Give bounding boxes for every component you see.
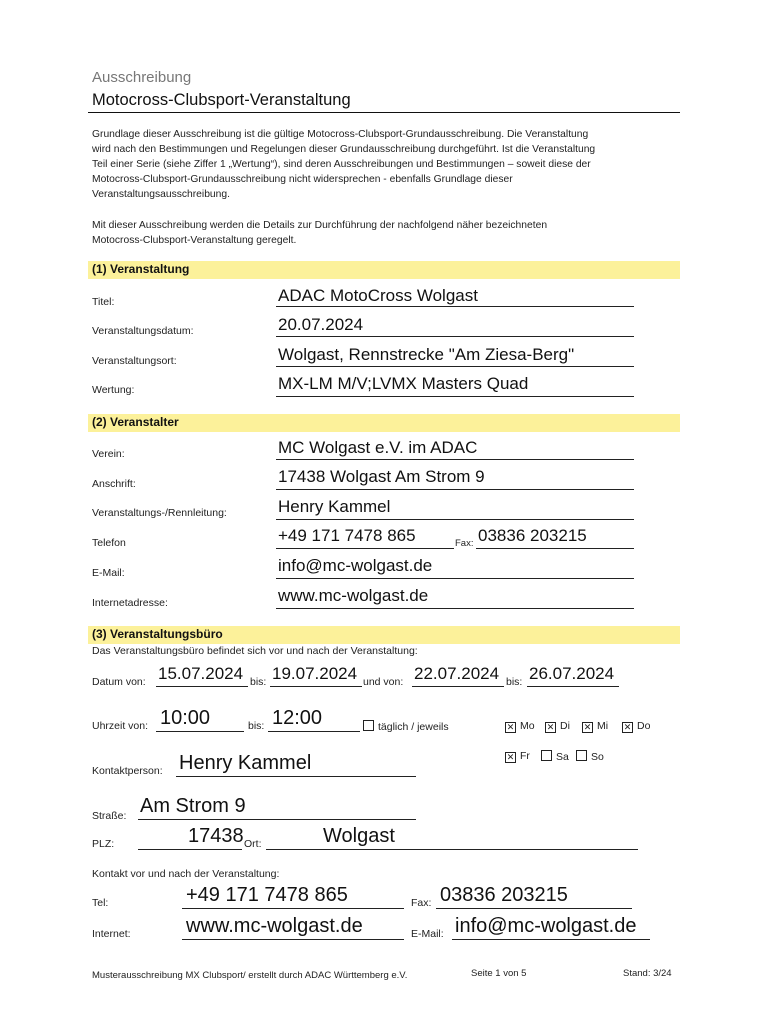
- anschrift-field[interactable]: 17438 Wolgast Am Strom 9: [278, 467, 485, 486]
- anschrift-underline: [276, 489, 634, 490]
- bis1-field[interactable]: 19.07.2024: [272, 664, 358, 683]
- section-2-heading-band: [88, 414, 680, 432]
- bis2-label: bis:: [506, 676, 523, 688]
- check-icon[interactable]: ✕: [506, 752, 515, 762]
- kontakt-heading: Kontakt vor und nach der Veranstaltung:: [92, 868, 280, 880]
- buero-intro: Das Veranstaltungsbüro befindet sich vor und nach der Veranstaltung:: [92, 645, 418, 657]
- verein-label: Verein:: [92, 448, 125, 460]
- intro-paragraph-2: Mit dieser Ausschreibung werden die Details zur Durchführung der nachfolgend näher bezeichneten Motocross-Clubsport-Veranstaltung geregelt.: [92, 220, 548, 246]
- day-sa[interactable]: Sa: [541, 750, 569, 763]
- taeglich-checkbox[interactable]: [363, 720, 374, 731]
- uhrzeit-von-underline: [156, 731, 244, 732]
- bis1-label: bis:: [250, 676, 267, 688]
- datum-underline: [276, 336, 634, 337]
- wertung-underline: [276, 396, 634, 397]
- leitung-label: Veranstaltungs-/Rennleitung:: [92, 507, 227, 519]
- internet-label: Internetadresse:: [92, 597, 168, 609]
- kontaktperson-label: Kontaktperson:: [92, 765, 163, 777]
- check-icon[interactable]: ✕: [546, 722, 555, 732]
- fax3-label: Fax:: [411, 897, 432, 909]
- strasse-label: Straße:: [92, 810, 127, 822]
- title-rule: [88, 112, 680, 113]
- email3-underline: [452, 939, 650, 940]
- wertung-label: Wertung:: [92, 384, 135, 396]
- bis1-underline: [270, 686, 362, 687]
- document-kicker: Ausschreibung: [92, 69, 192, 86]
- internet3-field[interactable]: www.mc-wolgast.de: [186, 915, 363, 937]
- plz-label: PLZ:: [92, 838, 115, 850]
- section-3-heading: (3) Veranstaltungsbüro: [92, 627, 223, 641]
- kontaktperson-field[interactable]: Henry Kammel: [179, 752, 312, 774]
- check-icon[interactable]: ✕: [583, 722, 592, 732]
- uhrzeit-bis-label: bis:: [248, 720, 265, 732]
- datum-von-field[interactable]: 15.07.2024: [158, 664, 244, 683]
- kontaktperson-underline: [176, 776, 416, 777]
- so-checkbox[interactable]: [576, 750, 587, 761]
- taeglich-option[interactable]: täglich / jeweils: [363, 720, 449, 733]
- uhrzeit-von-field[interactable]: 10:00: [160, 707, 211, 729]
- section-1-heading-band: [88, 261, 680, 279]
- day-so[interactable]: So: [576, 750, 604, 763]
- fax-label: Fax:: [455, 538, 474, 549]
- internet3-underline: [182, 939, 404, 940]
- uhrzeit-bis-field[interactable]: 12:00: [272, 707, 323, 729]
- ort3-label: Ort:: [244, 838, 262, 850]
- document-title: Motocross-Clubsport-Veranstaltung: [92, 91, 351, 109]
- sa-checkbox[interactable]: [541, 750, 552, 761]
- email-underline: [276, 578, 634, 579]
- titel-field[interactable]: ADAC MotoCross Wolgast: [278, 286, 478, 305]
- internet-underline: [276, 608, 634, 609]
- email3-field[interactable]: info@mc-wolgast.de: [455, 915, 637, 937]
- footer-left: Musterausschreibung MX Clubsport/ erstellt durch ADAC Württemberg e.V.: [92, 970, 408, 981]
- telefon-field[interactable]: +49 171 7478 865: [278, 526, 416, 545]
- uhrzeit-bis-underline: [268, 731, 360, 732]
- section-2-heading: (2) Veranstalter: [92, 415, 179, 429]
- datum-field[interactable]: 20.07.2024: [278, 315, 364, 334]
- strasse-field[interactable]: Am Strom 9: [140, 795, 246, 817]
- telefon-underline: [276, 548, 454, 549]
- ort3-field[interactable]: Wolgast: [323, 825, 395, 847]
- plz-underline: [138, 849, 242, 850]
- ort-underline: [276, 366, 634, 367]
- intro-paragraph-1: Grundlage dieser Ausschreibung ist die gültige Motocross-Clubsport-Grundausschreibung. Die Veranstaltung wird nach den Bestimmungen und Regelungen dieser Grundausschreibung durchgeführt. Ist die Veranstaltung Teil einer Serie (siehe Ziffer 1 „Wertung“), sind deren Ausschreibungen und Bestimmungen – soweit diese der Motocross-Clubsport-Grundausschreibung nicht widersprechen - ebenfalls Grundlage dieser Veranstaltungsausschreibung.: [92, 129, 596, 200]
- fax-field[interactable]: 03836 203215: [478, 526, 587, 545]
- section-1-heading: (1) Veranstaltung: [92, 262, 190, 276]
- check-icon[interactable]: ✕: [623, 722, 632, 732]
- email-label: E-Mail:: [92, 567, 125, 579]
- tel3-label: Tel:: [92, 897, 109, 909]
- telefon-label: Telefon: [92, 537, 126, 549]
- uhrzeit-label: Uhrzeit von:: [92, 720, 149, 732]
- datum-label: Veranstaltungsdatum:: [92, 325, 194, 337]
- tel3-field[interactable]: +49 171 7478 865: [186, 884, 348, 906]
- ort3-underline: [266, 849, 638, 850]
- leitung-underline: [276, 519, 634, 520]
- bis2-field[interactable]: 26.07.2024: [529, 664, 615, 683]
- internet-field[interactable]: www.mc-wolgast.de: [278, 586, 429, 605]
- day-di[interactable]: ✕ Di: [546, 720, 570, 732]
- day-mo[interactable]: ✕ Mo: [506, 720, 535, 732]
- ort-field[interactable]: Wolgast, Rennstrecke "Am Ziesa-Berg": [278, 345, 575, 364]
- internet3-label: Internet:: [92, 928, 131, 940]
- day-fr[interactable]: ✕ Fr: [506, 750, 530, 762]
- titel-label: Titel:: [92, 296, 115, 308]
- check-icon[interactable]: ✕: [506, 722, 515, 732]
- tel3-underline: [182, 908, 404, 909]
- und-von-underline: [412, 686, 504, 687]
- und-von-label: und von:: [363, 676, 404, 688]
- email3-label: E-Mail:: [411, 928, 444, 940]
- footer-page-number: Seite 1 von 5: [471, 968, 527, 979]
- datum-von-underline: [156, 686, 248, 687]
- strasse-underline: [138, 819, 416, 820]
- day-do[interactable]: ✕ Do: [623, 720, 651, 732]
- day-mi[interactable]: ✕ Mi: [583, 720, 609, 732]
- plz-field[interactable]: 17438: [188, 825, 244, 847]
- anschrift-label: Anschrift:: [92, 478, 136, 490]
- bis2-underline: [527, 686, 619, 687]
- leitung-field[interactable]: Henry Kammel: [278, 497, 391, 516]
- verein-field[interactable]: MC Wolgast e.V. im ADAC: [278, 438, 478, 457]
- titel-underline: [276, 306, 634, 307]
- verein-underline: [276, 459, 634, 460]
- und-von-field[interactable]: 22.07.2024: [414, 664, 500, 683]
- fax3-underline: [436, 908, 632, 909]
- footer-stand: Stand: 3/24: [623, 968, 672, 979]
- fax3-field[interactable]: 03836 203215: [440, 884, 568, 906]
- email-field[interactable]: info@mc-wolgast.de: [278, 556, 433, 575]
- wertung-field[interactable]: MX-LM M/V;LVMX Masters Quad: [278, 374, 529, 393]
- datum-von-label: Datum von:: [92, 676, 146, 688]
- section-3-heading-band: [88, 626, 680, 644]
- ort-label: Veranstaltungsort:: [92, 355, 177, 367]
- fax-underline: [476, 548, 634, 549]
